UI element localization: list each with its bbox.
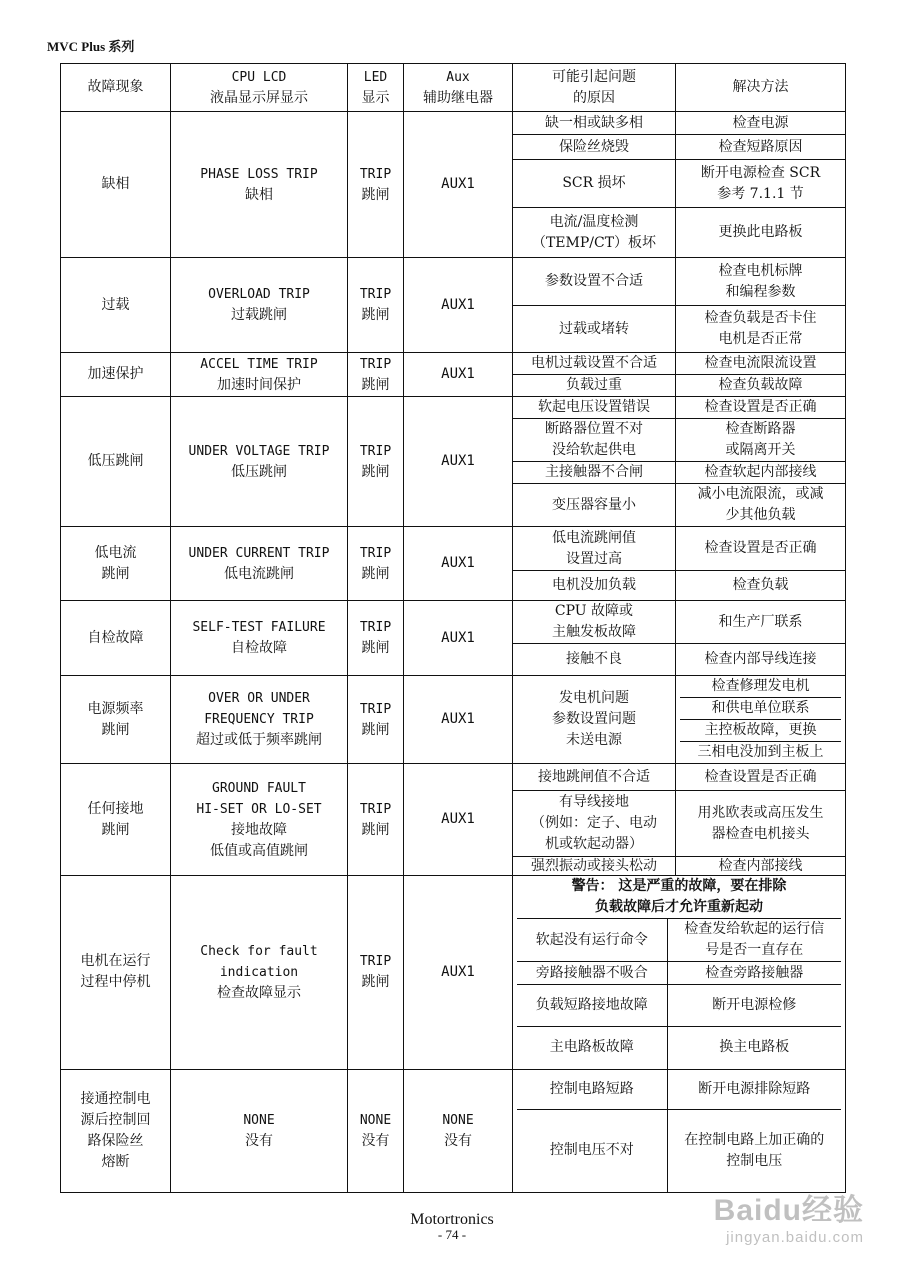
led-cell: TRIP 跳闸 (348, 527, 404, 601)
lcd-cell: ACCEL TIME TRIP 加速时间保护 (171, 353, 348, 397)
fault-cell: 过载 (61, 258, 171, 353)
led-cell: TRIP 跳闸 (348, 353, 404, 397)
cause-cell: SCR 损坏 (513, 160, 676, 208)
cause-cell: 保险丝烧毁 (513, 135, 676, 160)
watermark-url: jingyan.baidu.com (726, 1229, 864, 1246)
table-row (61, 527, 846, 571)
aux-cell: AUX1 (404, 527, 513, 601)
table-row (61, 112, 846, 135)
fault-cell: 低电流 跳闸 (61, 527, 171, 601)
footer-brand: Motortronics (410, 1211, 494, 1228)
cause-solution-cell (513, 1069, 846, 1192)
cause-cell: 主电路板故障 (517, 1027, 667, 1069)
solution-item: 和供电单位联系 (680, 698, 841, 720)
solution-item: 三相电没加到主板上 (697, 744, 824, 760)
solution-cell: 检查电流限流设置 (676, 353, 846, 375)
solution-cell: 检查内部接线 (676, 857, 846, 876)
cause-solution-list (517, 1070, 841, 1192)
cause-solution-list (517, 876, 841, 1069)
solution-cell: 检查断路器 或隔离开关 (676, 419, 846, 462)
table-row (61, 353, 846, 375)
aux-cell: AUX1 (404, 601, 513, 676)
cause-cell: 断路器位置不对 没给软起供电 (513, 419, 676, 462)
solution-cell (676, 676, 846, 764)
cause-cell: 主接触器不合闸 (513, 462, 676, 484)
fault-cell: 加速保护 (61, 353, 171, 397)
aux-cell: AUX1 (404, 112, 513, 258)
led-cell: NONE 没有 (348, 1069, 404, 1192)
cause-cell: 低电流跳闸值 设置过高 (513, 527, 676, 571)
lcd-cell: OVERLOAD TRIP 过载跳闸 (171, 258, 348, 353)
solution-cell: 断开电源排除短路 (667, 1070, 841, 1110)
header-solution: 解决方法 (676, 64, 846, 112)
lcd-cell: OVER OR UNDER FREQUENCY TRIP 超过或低于频率跳闸 (171, 676, 348, 764)
table-row (61, 397, 846, 419)
table-row (61, 676, 846, 764)
lcd-cell: Check for fault indication 检查故障显示 (171, 876, 348, 1070)
watermark (714, 1185, 864, 1246)
cause-cell: CPU 故障或 主触发板故障 (513, 601, 676, 644)
cause-cell: 电流/温度检测 （TEMP/CT）板坏 (513, 208, 676, 258)
cause-cell: 旁路接触器不吸合 (517, 962, 667, 985)
table-row (61, 1069, 846, 1192)
aux-cell: AUX1 (404, 676, 513, 764)
table-row (61, 258, 846, 306)
solution-cell: 用兆欧表或高压发生 器检查电机接头 (676, 791, 846, 857)
table-header-row (61, 64, 846, 112)
page-header: MVC Plus 系列 (47, 39, 135, 54)
header-cause: 可能引起问题 的原因 (513, 64, 676, 112)
cause-cell: 软起电压设置错误 (513, 397, 676, 419)
led-cell: TRIP 跳闸 (348, 258, 404, 353)
fault-cell: 低压跳闸 (61, 397, 171, 527)
warning-note: 警告： 这是严重的故障，要在排除 负载故障后才允许重新起动 (517, 876, 841, 919)
header-fault: 故障现象 (61, 64, 171, 112)
table-row (61, 601, 846, 644)
solution-cell: 检查电源 (676, 112, 846, 135)
solution-cell: 检查旁路接触器 (667, 962, 841, 985)
header-lcd: CPU LCD 液晶显示屏显示 (171, 64, 348, 112)
solution-cell: 和生产厂联系 (676, 601, 846, 644)
cause-cell: 有导线接地 （例如：定子、电动 机或软起动器） (513, 791, 676, 857)
solution-cell: 检查设置是否正确 (676, 527, 846, 571)
cause-cell: 负载短路接地故障 (517, 985, 667, 1027)
solution-cell: 检查设置是否正确 (676, 764, 846, 791)
led-cell: TRIP 跳闸 (348, 601, 404, 676)
solution-cell: 检查内部导线连接 (676, 644, 846, 676)
aux-cell: AUX1 (404, 258, 513, 353)
led-cell: TRIP 跳闸 (348, 397, 404, 527)
fault-cell: 接通控制电 源后控制回 路保险丝 熔断 (61, 1069, 171, 1192)
cause-cell: 过载或堵转 (513, 306, 676, 353)
led-cell: TRIP 跳闸 (348, 876, 404, 1070)
solution-item: 检查修理发电机 (680, 676, 841, 698)
fault-cell: 任何接地 跳闸 (61, 764, 171, 876)
header-led: LED 显示 (348, 64, 404, 112)
solution-cell: 检查负载 (676, 571, 846, 601)
solution-cell: 检查软起内部接线 (676, 462, 846, 484)
led-cell: TRIP 跳闸 (348, 764, 404, 876)
lcd-cell: GROUND FAULT HI-SET OR LO-SET 接地故障 低值或高值跳闸 (171, 764, 348, 876)
solution-cell: 检查负载是否卡住 电机是否正常 (676, 306, 846, 353)
solution-cell: 检查短路原因 (676, 135, 846, 160)
watermark-logo: Baidu经验 (713, 1194, 864, 1227)
solution-item: 主控板故障，更换 (680, 720, 841, 742)
fault-cell: 电源频率 跳闸 (61, 676, 171, 764)
table-row (61, 764, 846, 791)
table-row (61, 876, 846, 1070)
cause-cell: 发电机问题 参数设置问题 未送电源 (513, 676, 676, 764)
led-cell: TRIP 跳闸 (348, 676, 404, 764)
lcd-cell: UNDER CURRENT TRIP 低电流跳闸 (171, 527, 348, 601)
solution-cell: 检查发给软起的运行信 号是否一直存在 (667, 919, 841, 962)
cause-cell: 软起没有运行命令 (517, 919, 667, 962)
cause-cell: 控制电路短路 (517, 1070, 667, 1110)
aux-cell: AUX1 (404, 876, 513, 1070)
aux-cell: AUX1 (404, 764, 513, 876)
lcd-cell: NONE 没有 (171, 1069, 348, 1192)
aux-cell: NONE 没有 (404, 1069, 513, 1192)
cause-cell: 控制电压不对 (517, 1110, 667, 1192)
fault-cell: 缺相 (61, 112, 171, 258)
troubleshooting-table (60, 63, 846, 1193)
cause-cell: 参数设置不合适 (513, 258, 676, 306)
solution-cell: 在控制电路上加正确的 控制电压 (684, 1131, 825, 1169)
cause-solution-cell (513, 876, 846, 1070)
cause-cell: 强烈振动或接头松动 (513, 857, 676, 876)
solution-cell: 检查设置是否正确 (676, 397, 846, 419)
cause-cell: 变压器容量小 (513, 484, 676, 527)
solution-cell: 断开电源检查 SCR 参考 7.1.1 节 (676, 160, 846, 208)
header-aux: Aux 辅助继电器 (404, 64, 513, 112)
lcd-cell: SELF-TEST FAILURE 自检故障 (171, 601, 348, 676)
fault-cell: 自检故障 (61, 601, 171, 676)
solution-cell: 换主电路板 (719, 1039, 790, 1056)
solution-cell: 检查负载故障 (676, 375, 846, 397)
solution-cell: 检查电机标牌 和编程参数 (676, 258, 846, 306)
page-number: - 74 - (437, 1227, 467, 1242)
solution-cell: 断开电源检修 (667, 985, 841, 1027)
led-cell: TRIP 跳闸 (348, 112, 404, 258)
cause-cell: 接地跳闸值不合适 (513, 764, 676, 791)
fault-cell: 电机在运行 过程中停机 (61, 876, 171, 1070)
solution-cell: 更换此电路板 (676, 208, 846, 258)
solution-cell: 减小电流限流，或减 少其他负载 (676, 484, 846, 527)
lcd-cell: UNDER VOLTAGE TRIP 低压跳闸 (171, 397, 348, 527)
aux-cell: AUX1 (404, 397, 513, 527)
cause-cell: 缺一相或缺多相 (513, 112, 676, 135)
lcd-cell: PHASE LOSS TRIP 缺相 (171, 112, 348, 258)
cause-cell: 电机过载设置不合适 (513, 353, 676, 375)
cause-cell: 接触不良 (513, 644, 676, 676)
cause-cell: 电机没加负载 (513, 571, 676, 601)
cause-cell: 负载过重 (513, 375, 676, 397)
solution-list (680, 676, 841, 763)
aux-cell: AUX1 (404, 353, 513, 397)
